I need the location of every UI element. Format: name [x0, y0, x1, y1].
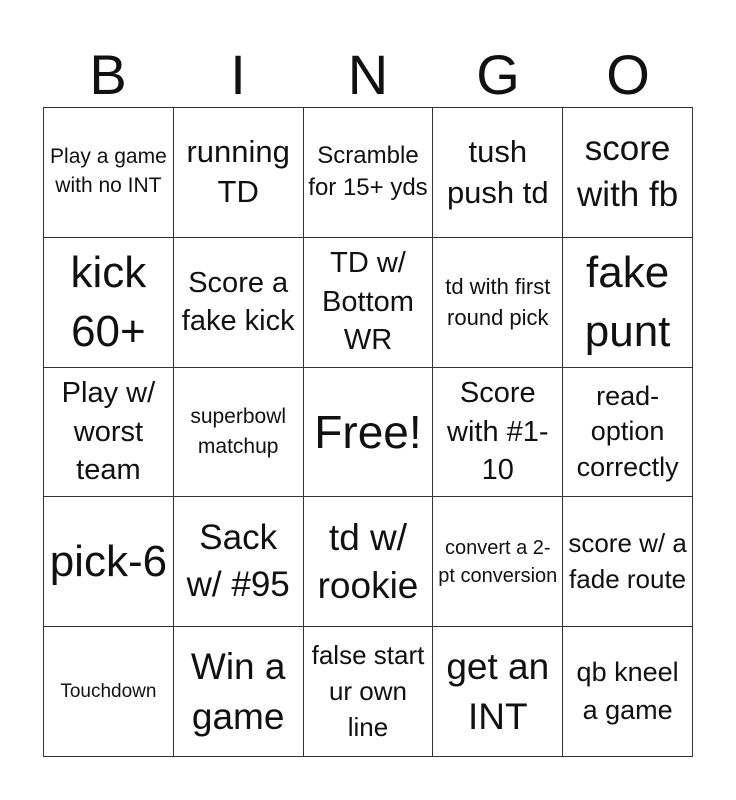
bingo-cell[interactable] [174, 497, 304, 627]
header-letter-g: G [476, 43, 520, 106]
cell-text: score w/ a fade route [568, 527, 687, 594]
cell-text: kick 60+ [70, 247, 147, 357]
cell-text: td w/ rookie [317, 516, 419, 606]
bingo-cell[interactable] [44, 238, 174, 368]
bingo-cell[interactable] [563, 497, 693, 627]
bingo-cell[interactable] [174, 238, 304, 368]
cell-text: fake punt [584, 247, 671, 357]
cell-text: Score with #1-10 [447, 377, 549, 487]
bingo-cell[interactable] [44, 497, 174, 627]
cell-text: TD w/ Bottom WR [322, 247, 414, 357]
bingo-cell[interactable] [304, 368, 434, 498]
bingo-cell[interactable] [563, 368, 693, 498]
cell-text: Sack w/ #95 [186, 518, 290, 604]
cell-text: Free! [314, 405, 422, 458]
cell-text: td with first round pick [445, 273, 551, 331]
cell-text: Score a fake kick [181, 266, 295, 338]
bingo-cell[interactable] [304, 108, 434, 238]
cell-text: score with fb [577, 128, 679, 215]
bingo-header [43, 44, 693, 106]
bingo-cell[interactable] [304, 627, 434, 757]
cell-text: Touchdown [60, 680, 157, 702]
header-letter-b: B [89, 43, 127, 106]
header-letter-n: N [347, 43, 389, 106]
cell-text: convert a 2-pt conversion [438, 536, 558, 587]
bingo-cell[interactable] [174, 627, 304, 757]
bingo-cell[interactable] [44, 368, 174, 498]
header-letter-i: I [230, 43, 246, 106]
bingo-cell[interactable] [304, 238, 434, 368]
cell-text: read-option correctly [576, 381, 679, 482]
cell-text: running TD [186, 134, 290, 210]
bingo-cell[interactable] [174, 368, 304, 498]
bingo-cell[interactable] [433, 108, 563, 238]
cell-text: qb kneel a game [576, 657, 679, 725]
bingo-cell[interactable] [563, 108, 693, 238]
cell-text: pick-6 [49, 537, 168, 587]
bingo-cell[interactable] [174, 108, 304, 238]
bingo-cell[interactable] [44, 108, 174, 238]
cell-text: get an INT [446, 645, 550, 737]
bingo-cell[interactable] [433, 627, 563, 757]
bingo-grid [43, 107, 693, 757]
bingo-cell[interactable] [433, 238, 563, 368]
header-letter-o: O [606, 43, 650, 106]
bingo-cell[interactable] [563, 627, 693, 757]
bingo-cell[interactable] [433, 497, 563, 627]
bingo-cell[interactable] [304, 497, 434, 627]
cell-text: tush push td [446, 134, 549, 211]
bingo-cell[interactable] [563, 238, 693, 368]
cell-text: Play a game with no INT [50, 145, 167, 198]
bingo-cell[interactable] [44, 627, 174, 757]
cell-text: false start ur own line [311, 639, 425, 742]
bingo-cell[interactable] [433, 368, 563, 498]
cell-text: Play w/ worst team [61, 377, 156, 487]
cell-text: superbowl matchup [190, 404, 287, 458]
cell-text: Win a game [190, 645, 286, 737]
cell-text: Scramble for 15+ yds [308, 142, 428, 202]
